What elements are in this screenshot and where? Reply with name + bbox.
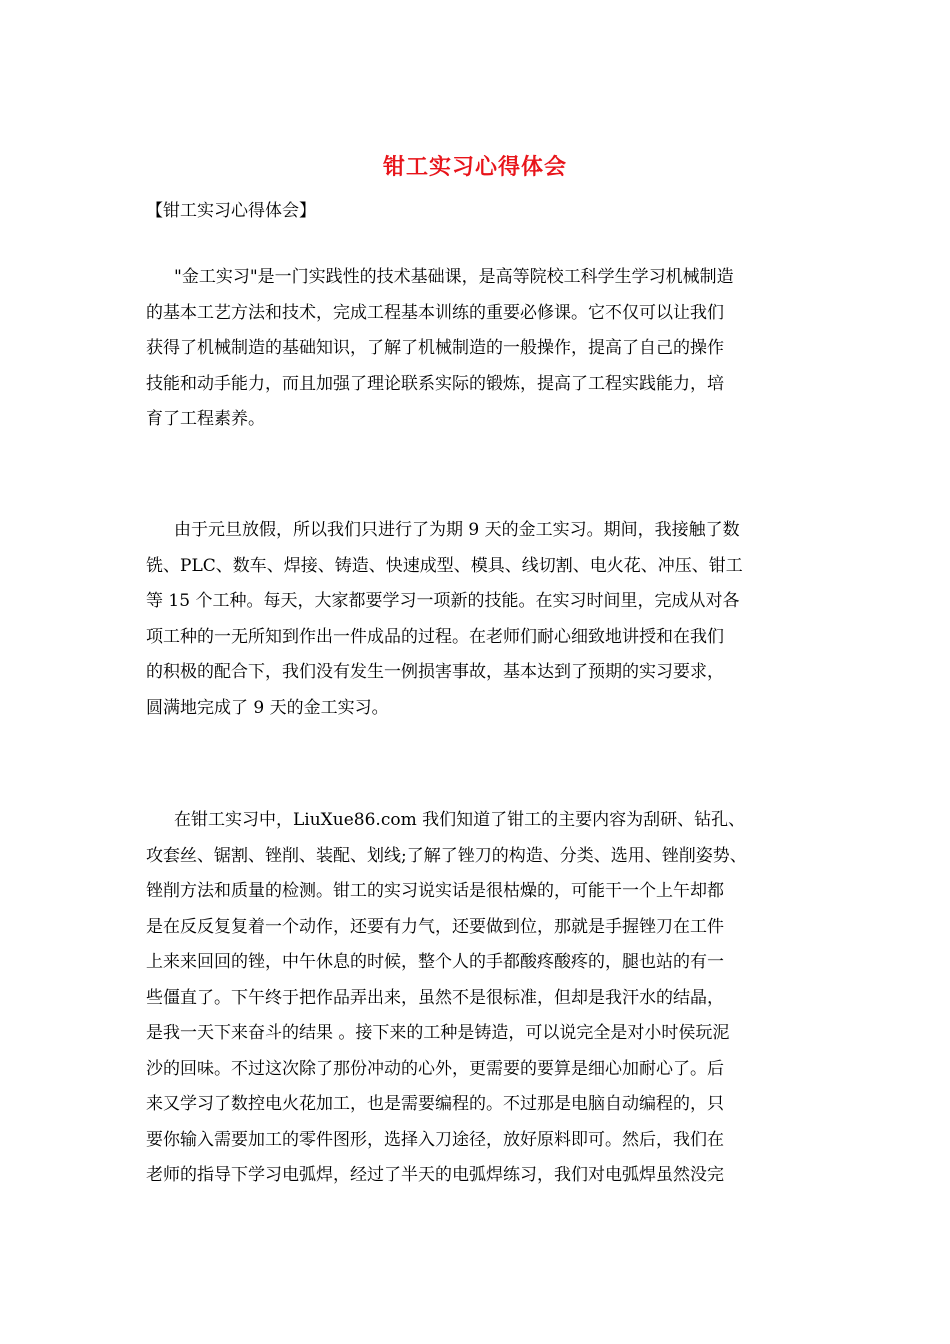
paragraph-line: 的积极的配合下，我们没有发生一例损害事故，基本达到了预期的实习要求，	[146, 662, 724, 682]
paragraph-line: 些僵直了。下午终于把作品弄出来，虽然不是很标准，但却是我汗水的结晶，	[146, 987, 724, 1008]
paragraph-line: 锉削方法和质量的检测。钳工的实习说实话是很枯燥的，可能干一个上午却都	[146, 881, 724, 901]
paragraph-3	[146, 803, 826, 1194]
paragraph-line: 项工种的一无所知到作出一件成品的过程。在老师们耐心细致地讲授和在我们	[146, 626, 724, 647]
paragraph-line: 是我一天下来奋斗的结果 。接下来的工种是铸造，可以说完全是对小时侯玩泥	[146, 1023, 730, 1043]
paragraph-line: 的基本工艺方法和技术，完成工程基本训练的重要必修课。它不仅可以让我们	[146, 302, 724, 323]
paragraph-line: 圆满地完成了 9 天的金工实习。	[146, 697, 389, 718]
paragraph-line: 要你输入需要加工的零件图形，选择入刀途径，放好原料即可。然后，我们在	[146, 1129, 724, 1150]
paragraph-line: 在钳工实习中，LiuXue86.com 我们知道了钳工的主要内容为刮研、钻孔、	[174, 810, 746, 830]
paragraph-line: 老师的指导下学习电弧焊，经过了半天的电弧焊练习，我们对电弧焊虽然没完	[146, 1165, 724, 1185]
paragraph-line: 沙的回味。不过这次除了那份冲动的心外，更需要的要算是细心加耐心了。后	[146, 1058, 724, 1079]
paragraph-line: 由于元旦放假，所以我们只进行了为期 9 天的金工实习。期间，我接触了数	[174, 520, 740, 540]
paragraph-line: 获得了机械制造的基础知识，了解了机械制造的一般操作，提高了自己的操作	[146, 338, 724, 358]
paragraph-line: 攻套丝、锯割、锉削、装配、划线;了解了锉刀的构造、分类、选用、锉削姿势、	[146, 845, 747, 866]
paragraph-line: 上来来回回的锉，中午休息的时候，整个人的手都酸疼酸疼的，腿也站的有一	[146, 952, 724, 972]
document-subtitle: 【钳工实习心得体会】	[146, 201, 316, 221]
paragraph-line: "金工实习"是一门实践性的技术基础课，是高等院校工科学生学习机械制造	[174, 267, 734, 287]
document-title: 钳工实习心得体会	[382, 154, 567, 180]
paragraph-1	[146, 260, 826, 438]
paragraph-line: 技能和动手能力，而且加强了理论联系实际的锻炼，提高了工程实践能力，培	[146, 373, 724, 394]
paragraph-line: 来又学习了数控电火花加工，也是需要编程的。不过那是电脑自动编程的，只	[146, 1094, 724, 1114]
paragraph-line: 育了工程素养。	[146, 409, 265, 429]
paragraph-line: 是在反反复复着一个动作，还要有力气，还要做到位，那就是手握锉刀在工件	[146, 916, 724, 937]
paragraph-2	[146, 513, 826, 726]
paragraph-line: 铣、PLC、数车、焊接、铸造、快速成型、模具、线切割、电火花、冲压、钳工	[146, 555, 743, 576]
paragraph-line: 等 15 个工种。每天，大家都要学习一项新的技能。在实习时间里，完成从对各	[146, 591, 740, 611]
